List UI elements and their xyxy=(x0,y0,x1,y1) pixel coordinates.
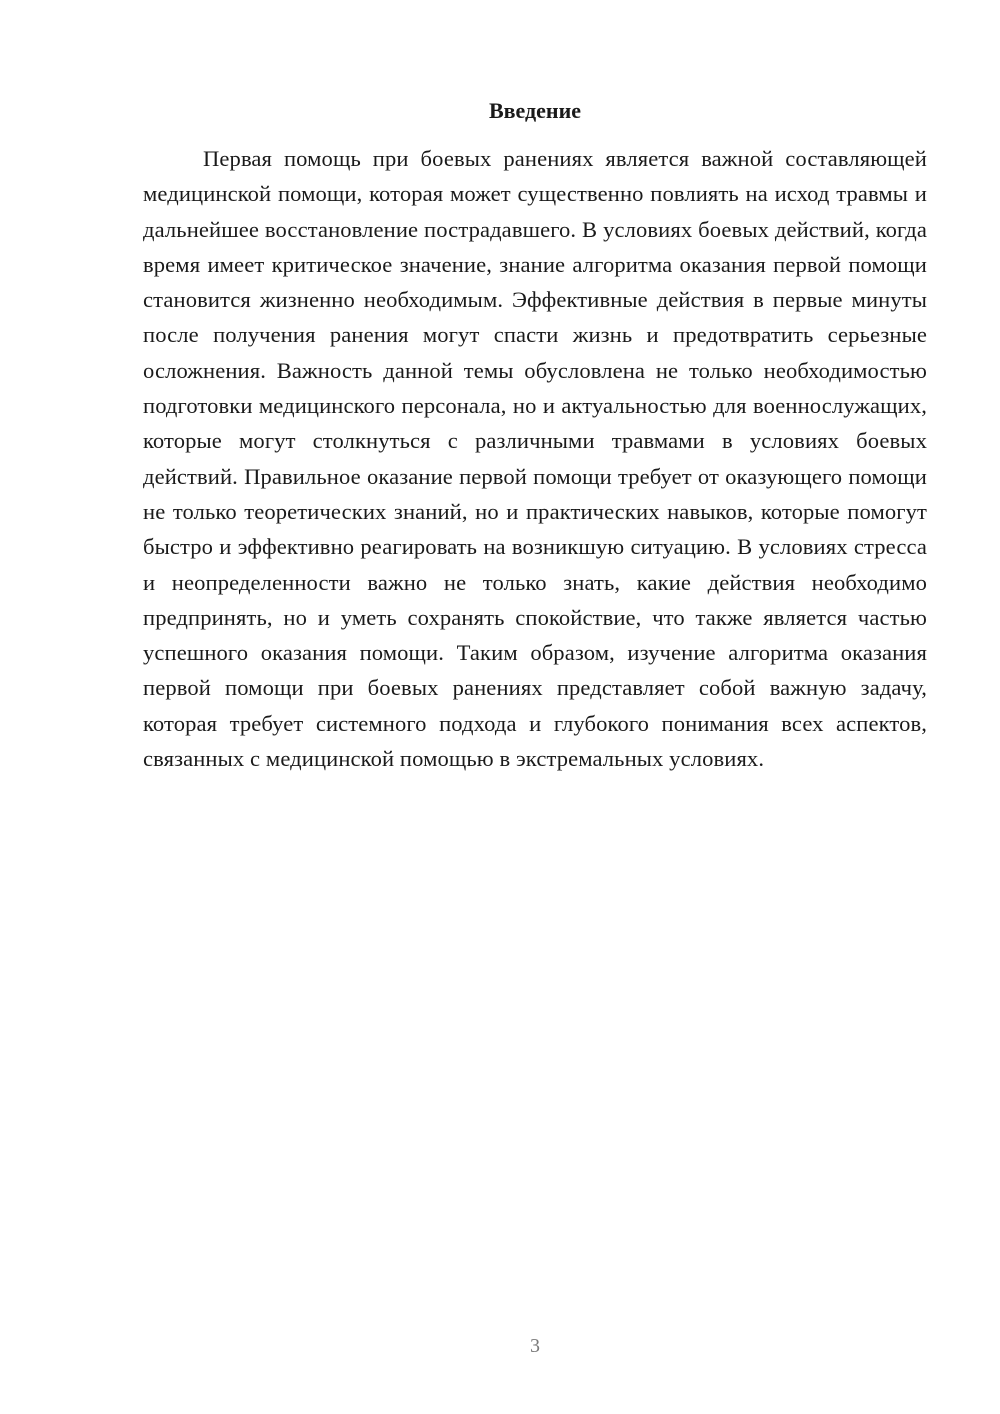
page-number: 3 xyxy=(530,1335,540,1357)
section-heading: Введение xyxy=(488,98,582,123)
introduction-paragraph: Первая помощь при боевых ранениях является важной составляющей медицинской помощи, которая может существенно повлиять на исход травмы и дальнейшее восстановление пострадавшего. В условиях боевых действий, когда время имеет критическое значение, знание алгоритма оказания первой помощи становится жизненно необходимым. Эффективные действия в первые минуты после получения ранения могут спасти жизнь и предотвратить серьезные осложнения. Важность данной темы обусловлена не только необходимостью подготовки медицинского персонала, но и актуальностью для военнослужащих, которые могут столкнуться с различными травмами в условиях боевых действий. Правильное оказание первой помощи требует от оказующего помощи не только теоретических знаний, но и практических навыков, которые помогут быстро и эффективно реагировать на возникшую ситуацию. В условиях стресса и неопределенности важно не только знать, какие действия необходимо предпринять, но и уметь сохранять спокойствие, что также является частью успешного оказания помощи. Таким образом, изучение алгоритма оказания первой помощи при боевых ранениях представляет собой важную задачу, которая требует системного подхода и глубокого понимания всех аспектов, связанных с медицинской помощью в экстремальных условиях. xyxy=(143,146,927,772)
